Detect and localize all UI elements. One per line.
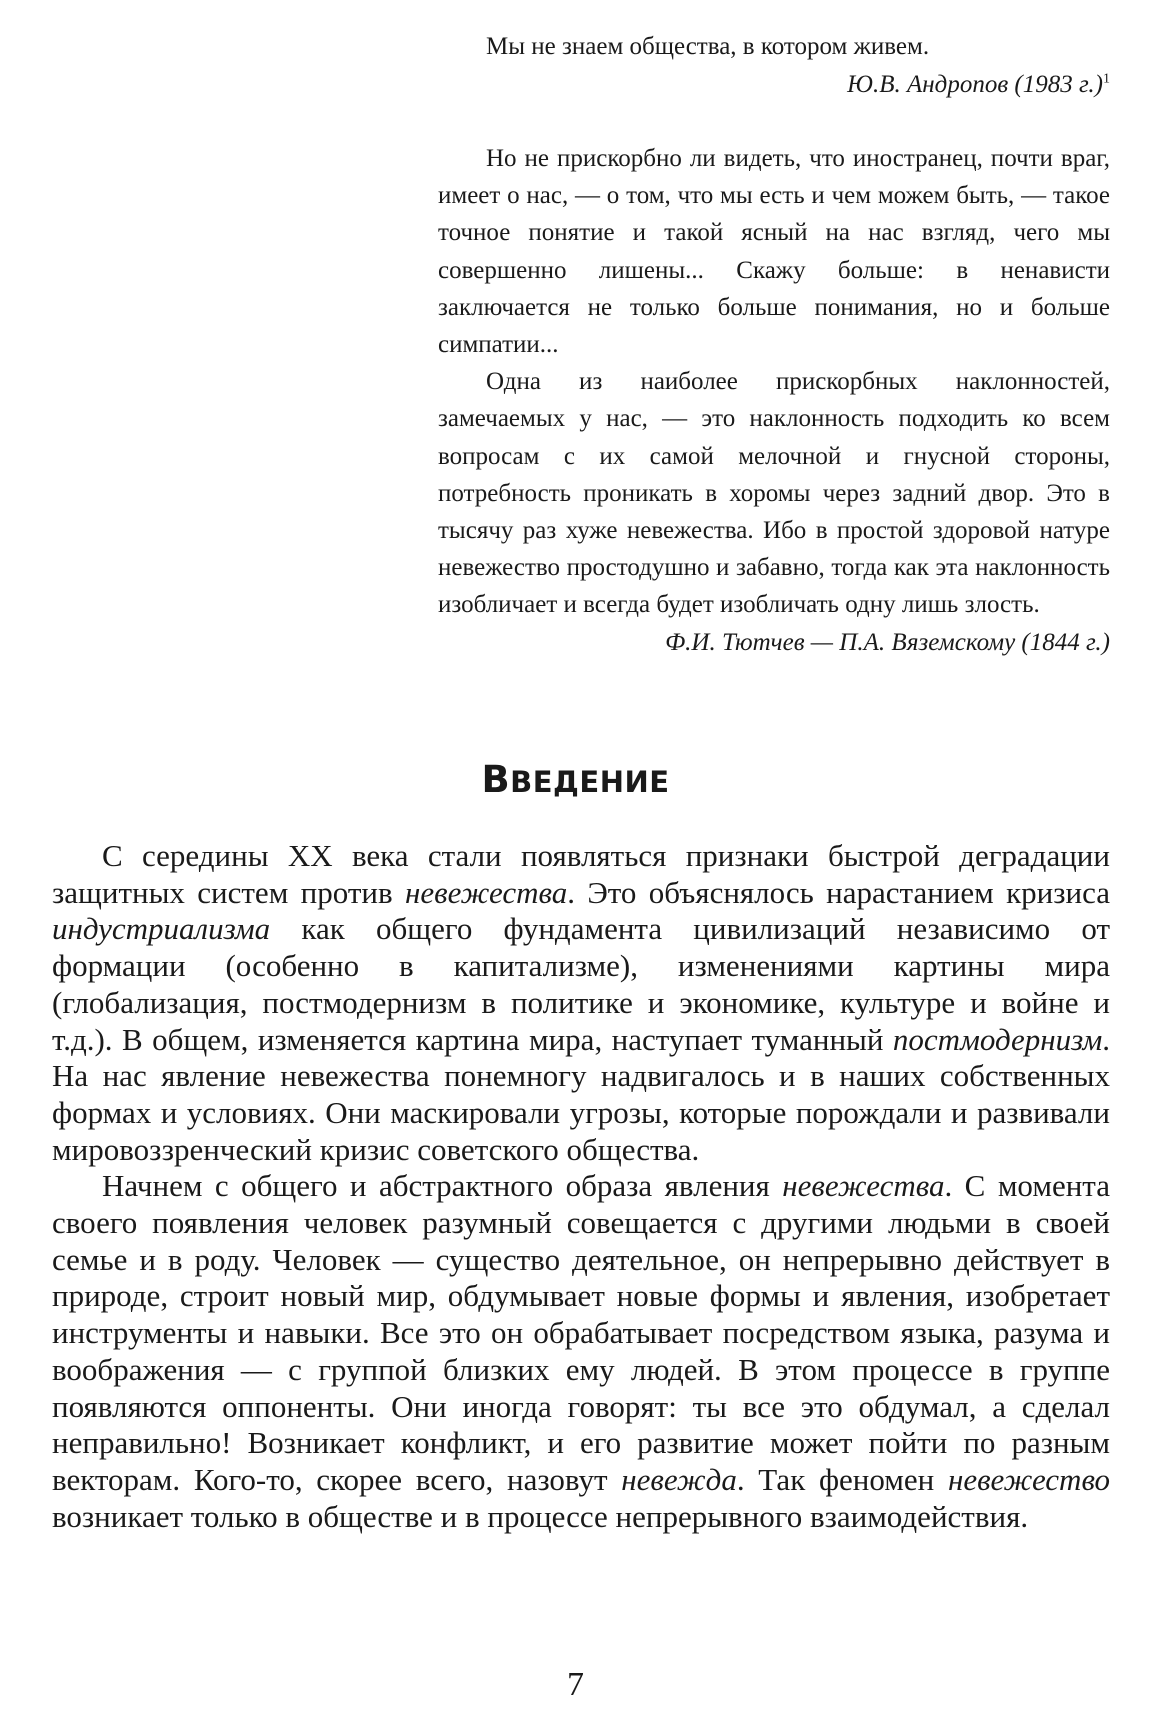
heading-initial: В bbox=[481, 758, 511, 801]
epigraph-tyutchev bbox=[438, 140, 1110, 661]
body-text bbox=[52, 838, 1110, 1535]
epigraph-attribution-text: Ю.В. Андропов (1983 г.) bbox=[847, 71, 1103, 98]
text-run: . С момента своего появления человек разумный совещается с другими людьми в своей семье и в роду. Человек — существо деятельное, он непрерывно действует в природе, строит новый мир, обдумывает новые формы и явления, изобретает инструменты и навыки. Все это он обрабатывает посредством языка, разума и воображения — с группой близких ему людей. В этом процессе в группе появляются оппоненты. Они иногда говорят: ты все это обдумал, а сделал неправильно! Возникает конфликт, и его развитие может пойти по разным векторам. Кого-то, скорее всего, назовут bbox=[52, 1168, 1110, 1497]
body-paragraph bbox=[52, 1168, 1110, 1535]
italic-term: невежда bbox=[621, 1461, 737, 1497]
italic-term: индустриализма bbox=[52, 911, 271, 947]
text-run: возникает только в обществе и в процессе непрерывного взаимодействия. bbox=[52, 1498, 1029, 1534]
epigraph-paragraph: Но не прискорбно ли видеть, что иностранец, почти враг, имеет о нас, — о том, что мы есть и чем можем быть, — такое точное понятие и такой ясный на нас взгляд, чего мы совершенно лишены... Скажу больше: в ненависти заключается не только больше понимания, но и больше симпатии... bbox=[438, 145, 1110, 359]
epigraph-paragraph: Одна из наиболее прискорбных наклонностей, замечаемых у нас, — это наклонность подходить ко всем вопросам с их самой мелочной и гнусной стороны, потребность проникать в хоромы через задний двор. Это в тысячу раз хуже невежества. Ибо в простой здоровой натуре невежество простодушно и забавно, тогда как эта наклонность изобличает и всегда будет изобличать одну лишь злость. bbox=[438, 368, 1110, 619]
page-number: 7 bbox=[567, 1666, 584, 1703]
text-run: . Это объяснялось нарастанием кризиса bbox=[567, 874, 1110, 910]
heading-rest: ВЕДЕНИЕ bbox=[510, 765, 670, 799]
italic-term: постмодернизм bbox=[892, 1021, 1103, 1057]
epigraph-attribution: Ф.И. Тютчев — П.А. Вяземскому (1844 г.) bbox=[665, 628, 1110, 656]
text-run: . На нас явление невежества понемногу надвигалось и в наших собственных формах и условиях. Они маскировали угрозы, которые порождали и развивали мировоззренческий кризис советского общества. bbox=[52, 1021, 1110, 1167]
text-run: . Так феномен bbox=[736, 1461, 948, 1497]
italic-term: невежества bbox=[404, 874, 568, 910]
epigraph-andropov bbox=[486, 28, 1110, 104]
body-paragraph bbox=[52, 838, 1110, 1168]
footnote-mark: 1 bbox=[1103, 71, 1110, 87]
text-run: как общего фундамента цивилизаций независимо от формации (особенно в капитализме), изменениями картины мира (глобализация, постмодернизм в политике и экономике, культуре и войне и т.д.). В общем, изменяется картина мира, наступает туманный bbox=[52, 911, 1110, 1057]
text-run: Начнем с общего и абстрактного образа явления bbox=[102, 1168, 783, 1204]
epigraph-attribution bbox=[486, 66, 1110, 104]
section-heading bbox=[0, 758, 1151, 804]
epigraph-quote: Мы не знаем общества, в котором живем. bbox=[486, 33, 930, 60]
italic-term: невежество bbox=[947, 1461, 1110, 1497]
text-run: С середины XX века стали появляться признаки быстрой деградации защитных систем против bbox=[52, 838, 1110, 910]
italic-term: невежества bbox=[782, 1168, 945, 1204]
